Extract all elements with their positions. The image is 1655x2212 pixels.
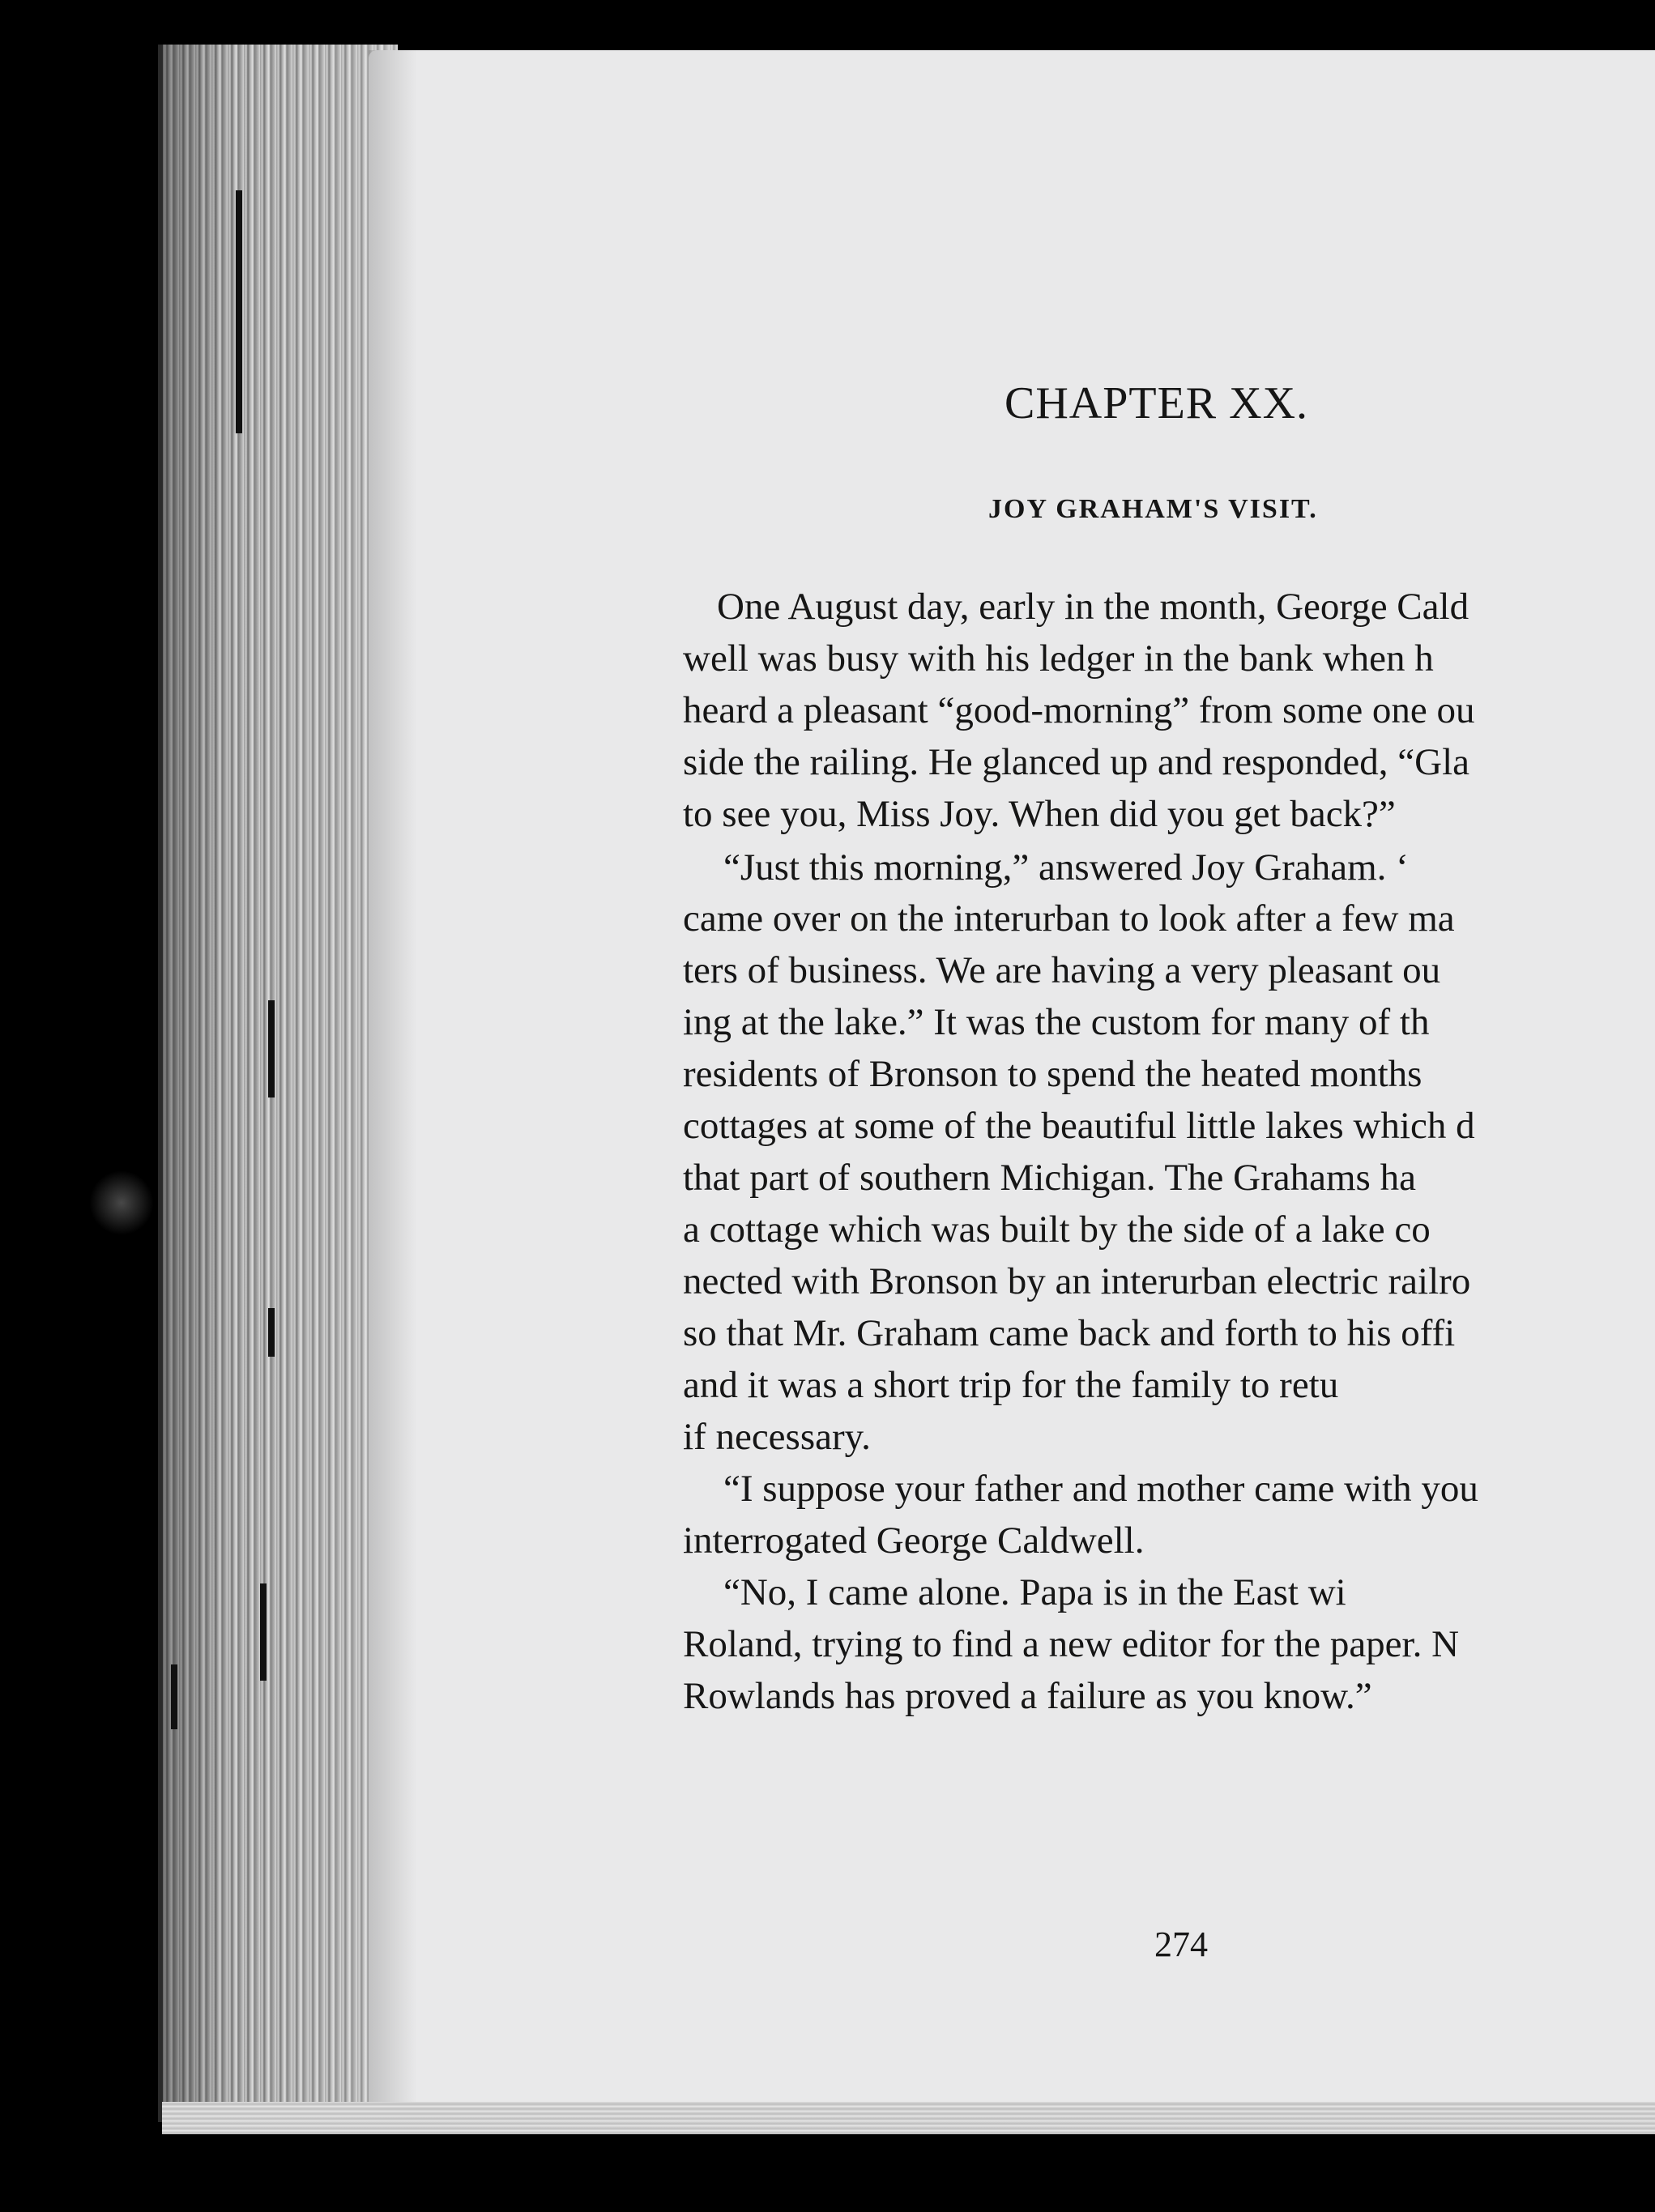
text-line: well was busy with his ledger in the bank when h (683, 637, 1434, 680)
text-line: side the railing. He glanced up and responded, “Gla (683, 741, 1470, 783)
text-line: and it was a short trip for the family to retu (683, 1364, 1339, 1406)
text-line: ters of business. We are having a very pleasant ou (683, 949, 1441, 991)
page-number: 274 (1154, 1924, 1208, 1964)
chapter-subtitle: JOY GRAHAM'S VISIT. (988, 494, 1318, 524)
text-line: interrogated George Caldwell. (683, 1519, 1145, 1562)
text-line: a cottage which was built by the side of a lake co (683, 1208, 1431, 1251)
text-line: residents of Bronson to spend the heated months (683, 1053, 1423, 1095)
text-line: cottages at some of the beautiful little lakes which d (683, 1105, 1475, 1147)
text-line: came over on the interurban to look after a few ma (683, 897, 1455, 940)
text-line: ing at the lake.” It was the custom for many of th (683, 1001, 1430, 1043)
text-line: “I suppose your father and mother came with you (723, 1468, 1478, 1510)
text-line: “No, I came alone. Papa is in the East wi (723, 1571, 1346, 1613)
text-line: to see you, Miss Joy. When did you get back?” (683, 793, 1396, 835)
text-line: Rowlands has proved a failure as you know.” (683, 1675, 1372, 1717)
text-line: One August day, early in the month, George Cald (717, 586, 1469, 628)
text-line: heard a pleasant “good-morning” from some one ou (683, 689, 1475, 731)
text-line: Roland, trying to find a new editor for the paper. N (683, 1623, 1460, 1665)
text-line: nected with Bronson by an interurban electric railro (683, 1260, 1471, 1302)
text-line: that part of southern Michigan. The Grahams ha (683, 1157, 1416, 1199)
text-line: “Just this morning,” answered Joy Graham. ‘ (723, 846, 1409, 889)
text-line: so that Mr. Graham came back and forth to his offi (683, 1312, 1456, 1354)
text-line: if necessary. (683, 1416, 871, 1458)
chapter-title: CHAPTER XX. (1005, 378, 1309, 428)
